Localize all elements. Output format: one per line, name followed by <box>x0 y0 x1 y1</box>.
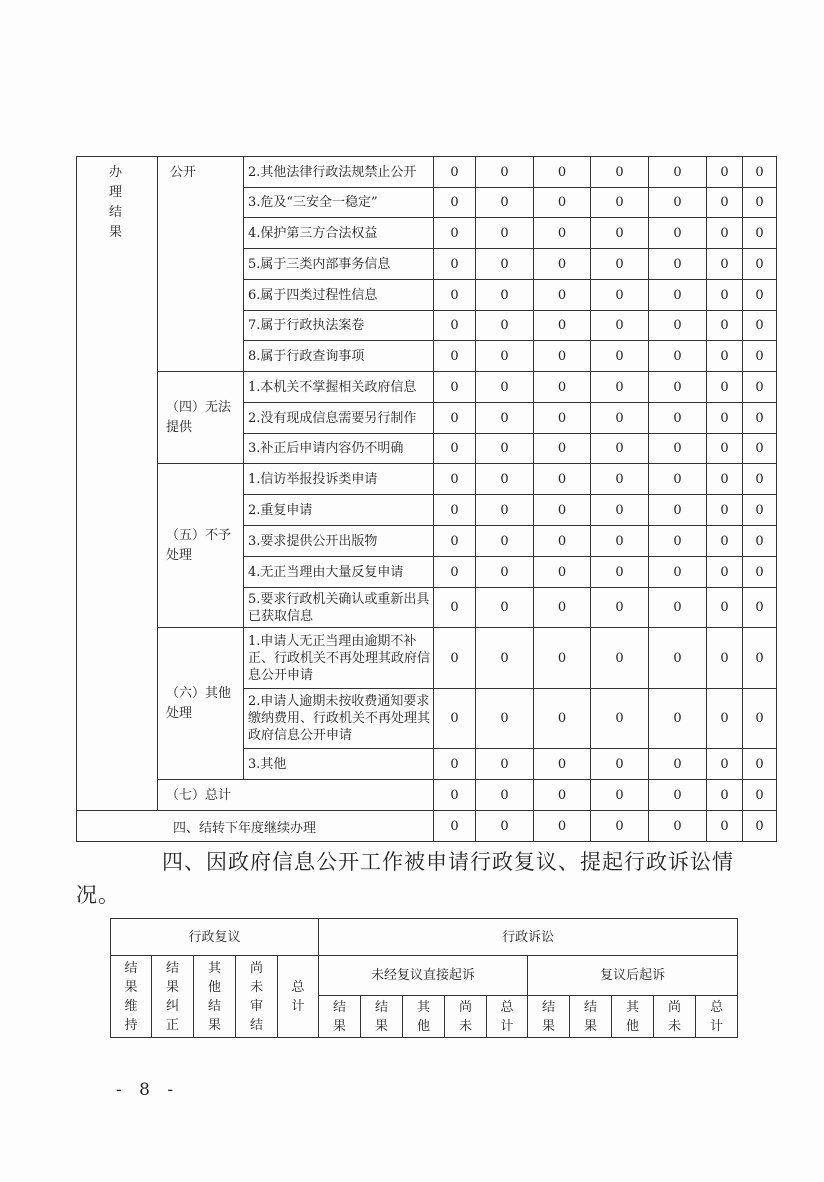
cell-value: 0 <box>591 780 649 811</box>
cell-value: 0 <box>476 188 534 218</box>
cell-value: 0 <box>591 434 649 464</box>
row-label: 5.属于三类内部事务信息 <box>244 249 434 280</box>
cell-value: 0 <box>707 780 743 811</box>
cell-value: 0 <box>649 372 707 403</box>
cell-value: 0 <box>591 157 649 188</box>
after-col-header: 总计 <box>696 996 738 1038</box>
direct-col-header: 结果 <box>361 996 403 1038</box>
cell-value: 0 <box>707 434 743 464</box>
cell-value: 0 <box>476 628 534 689</box>
review-col-header: 总计 <box>278 956 319 1038</box>
cell-value: 0 <box>591 749 649 780</box>
review-col-header: 结果纠正 <box>152 956 194 1038</box>
direct-col-header: 尚未 <box>445 996 487 1038</box>
cell-value: 0 <box>591 311 649 341</box>
cell-value: 0 <box>707 749 743 780</box>
cell-value: 0 <box>434 557 476 588</box>
cell-value: 0 <box>649 557 707 588</box>
cell-value: 0 <box>591 280 649 311</box>
cell-value: 0 <box>534 780 591 811</box>
cell-value: 0 <box>534 434 591 464</box>
cell-value: 0 <box>434 628 476 689</box>
row-label: 2.重复申请 <box>244 495 434 526</box>
cell-value: 0 <box>707 218 743 249</box>
cell-value: 0 <box>534 341 591 372</box>
cell-value: 0 <box>743 249 777 280</box>
cell-value: 0 <box>743 218 777 249</box>
cell-value: 0 <box>476 464 534 495</box>
cell-value: 0 <box>707 372 743 403</box>
cell-value: 0 <box>707 689 743 749</box>
cell-value: 0 <box>743 434 777 464</box>
section-heading: 四、因政府信息公开工作被申请行政复议、提起行政诉讼情况。 <box>76 850 734 907</box>
cell-value: 0 <box>591 403 649 434</box>
application-results-table <box>76 156 777 842</box>
row-label: 1.本机关不掌握相关政府信息 <box>244 372 434 403</box>
cell-value: 0 <box>476 249 534 280</box>
cell-value: 0 <box>434 434 476 464</box>
cell-value: 0 <box>707 403 743 434</box>
after-col-header: 尚未 <box>654 996 696 1038</box>
cell-value: 0 <box>434 403 476 434</box>
cell-value: 0 <box>591 341 649 372</box>
cell-value: 0 <box>534 495 591 526</box>
cell-value: 0 <box>649 434 707 464</box>
cell-value: 0 <box>534 689 591 749</box>
cell-value: 0 <box>707 628 743 689</box>
row-label: 2.没有现成信息需要另行制作 <box>244 403 434 434</box>
cell-value: 0 <box>649 188 707 218</box>
cell-value: 0 <box>743 495 777 526</box>
carryover-label: 四、结转下年度继续办理 <box>77 811 434 842</box>
group-label: （五）不予处理 <box>158 464 244 628</box>
cell-value: 0 <box>434 749 476 780</box>
cell-value: 0 <box>434 464 476 495</box>
cell-value: 0 <box>707 588 743 628</box>
group-label: 公开 <box>158 157 244 372</box>
cell-value: 0 <box>434 249 476 280</box>
cell-value: 0 <box>743 464 777 495</box>
cell-value: 0 <box>591 689 649 749</box>
after-col-header: 结果 <box>570 996 612 1038</box>
direct-col-header: 结果 <box>319 996 361 1038</box>
cell-value: 0 <box>743 157 777 188</box>
cell-value: 0 <box>707 280 743 311</box>
cell-value: 0 <box>434 341 476 372</box>
table-row <box>77 157 777 188</box>
cell-value: 0 <box>476 280 534 311</box>
cell-value: 0 <box>476 526 534 557</box>
cell-value: 0 <box>591 588 649 628</box>
cell-value: 0 <box>743 628 777 689</box>
cell-value: 0 <box>743 372 777 403</box>
review-header: 行政复议 <box>111 919 319 956</box>
direct-suit-header: 未经复议直接起诉 <box>319 956 528 996</box>
cell-value: 0 <box>534 372 591 403</box>
header-row <box>111 956 738 996</box>
row-label: 4.保护第三方合法权益 <box>244 218 434 249</box>
cell-value: 0 <box>591 526 649 557</box>
cell-value: 0 <box>591 557 649 588</box>
cell-value: 0 <box>476 689 534 749</box>
cell-value: 0 <box>743 689 777 749</box>
row-label: 5.要求行政机关确认或重新出具已获取信息 <box>244 588 434 628</box>
row-label: 1.申请人无正当理由逾期不补正、行政机关不再处理其政府信息公开申请 <box>244 628 434 689</box>
row-label: 7.属于行政执法案卷 <box>244 311 434 341</box>
row-label: 3.要求提供公开出版物 <box>244 526 434 557</box>
cell-value: 0 <box>649 341 707 372</box>
cell-value: 0 <box>476 218 534 249</box>
cell-value: 0 <box>707 341 743 372</box>
table-row <box>77 464 777 495</box>
review-col-header: 其他结果 <box>194 956 236 1038</box>
cell-value: 0 <box>476 311 534 341</box>
litigation-header: 行政诉讼 <box>319 919 738 956</box>
cell-value: 0 <box>707 811 743 842</box>
cell-value: 0 <box>534 403 591 434</box>
cell-value: 0 <box>743 280 777 311</box>
cell-value: 0 <box>649 628 707 689</box>
cell-value: 0 <box>707 526 743 557</box>
cell-value: 0 <box>476 749 534 780</box>
cell-value: 0 <box>434 495 476 526</box>
cell-value: 0 <box>649 780 707 811</box>
row-label: 4.无正当理由大量反复申请 <box>244 557 434 588</box>
cell-value: 0 <box>707 188 743 218</box>
header-row <box>111 919 738 956</box>
cell-value: 0 <box>743 526 777 557</box>
group-label: （六）其他处理 <box>158 628 244 780</box>
cell-value: 0 <box>434 526 476 557</box>
cell-value: 0 <box>649 249 707 280</box>
cell-value: 0 <box>743 403 777 434</box>
after-review-suit-header: 复议后起诉 <box>528 956 738 996</box>
row-label: 2.申请人逾期未按收费通知要求缴纳费用、行政机关不再处理其政府信息公开申请 <box>244 689 434 749</box>
cell-value: 0 <box>743 188 777 218</box>
cell-value: 0 <box>534 588 591 628</box>
row-label: 2.其他法律行政法规禁止公开 <box>244 157 434 188</box>
cell-value: 0 <box>649 495 707 526</box>
cell-value: 0 <box>476 588 534 628</box>
cell-value: 0 <box>534 811 591 842</box>
after-col-header: 其他 <box>612 996 654 1038</box>
cell-value: 0 <box>534 464 591 495</box>
cell-value: 0 <box>649 403 707 434</box>
cell-value: 0 <box>591 811 649 842</box>
cell-value: 0 <box>707 495 743 526</box>
cell-value: 0 <box>476 811 534 842</box>
cell-value: 0 <box>434 780 476 811</box>
cell-value: 0 <box>476 372 534 403</box>
cell-value: 0 <box>476 157 534 188</box>
group-label: （四）无法提供 <box>158 372 244 464</box>
row-label: 6.属于四类过程性信息 <box>244 280 434 311</box>
row-label: 8.属于行政查询事项 <box>244 341 434 372</box>
cell-value: 0 <box>534 249 591 280</box>
cell-value: 0 <box>743 341 777 372</box>
cell-value: 0 <box>534 311 591 341</box>
cell-value: 0 <box>743 780 777 811</box>
cell-value: 0 <box>534 280 591 311</box>
cell-value: 0 <box>649 689 707 749</box>
cell-value: 0 <box>534 557 591 588</box>
cell-value: 0 <box>534 526 591 557</box>
cell-value: 0 <box>434 689 476 749</box>
cell-value: 0 <box>434 811 476 842</box>
cell-value: 0 <box>591 372 649 403</box>
direct-col-header: 其他 <box>403 996 445 1038</box>
cell-value: 0 <box>649 588 707 628</box>
cell-value: 0 <box>649 218 707 249</box>
table-row <box>77 372 777 403</box>
direct-col-header: 总计 <box>487 996 528 1038</box>
cell-value: 0 <box>534 157 591 188</box>
cell-value: 0 <box>707 249 743 280</box>
cell-value: 0 <box>591 464 649 495</box>
row-label: 3.其他 <box>244 749 434 780</box>
row-label: 3.补正后申请内容仍不明确 <box>244 434 434 464</box>
cell-value: 0 <box>743 749 777 780</box>
cell-value: 0 <box>649 464 707 495</box>
cell-value: 0 <box>649 280 707 311</box>
carryover-row <box>77 811 777 842</box>
review-col-header: 尚未审结 <box>236 956 278 1038</box>
cell-value: 0 <box>476 341 534 372</box>
cell-value: 0 <box>649 749 707 780</box>
cell-value: 0 <box>476 495 534 526</box>
cell-value: 0 <box>743 557 777 588</box>
cell-value: 0 <box>434 280 476 311</box>
total-row <box>77 780 777 811</box>
cell-value: 0 <box>707 557 743 588</box>
cell-value: 0 <box>534 188 591 218</box>
cell-value: 0 <box>743 588 777 628</box>
cell-value: 0 <box>591 495 649 526</box>
cell-value: 0 <box>649 811 707 842</box>
cell-value: 0 <box>591 249 649 280</box>
cell-value: 0 <box>534 218 591 249</box>
total-label: （七）总计 <box>158 780 434 811</box>
cell-value: 0 <box>476 557 534 588</box>
page-number: - 8 - <box>116 1080 180 1100</box>
outer-label: 办理结果 <box>77 157 158 811</box>
cell-value: 0 <box>649 526 707 557</box>
cell-value: 0 <box>649 157 707 188</box>
row-label: 3.危及“三安全一稳定” <box>244 188 434 218</box>
cell-value: 0 <box>476 403 534 434</box>
cell-value: 0 <box>434 588 476 628</box>
table-row <box>77 628 777 689</box>
cell-value: 0 <box>534 749 591 780</box>
cell-value: 0 <box>534 628 591 689</box>
cell-value: 0 <box>434 218 476 249</box>
cell-value: 0 <box>434 188 476 218</box>
review-col-header: 结果维持 <box>111 956 152 1038</box>
cell-value: 0 <box>707 157 743 188</box>
cell-value: 0 <box>649 311 707 341</box>
cell-value: 0 <box>743 811 777 842</box>
review-litigation-table <box>110 918 738 1038</box>
cell-value: 0 <box>434 311 476 341</box>
cell-value: 0 <box>707 311 743 341</box>
cell-value: 0 <box>743 311 777 341</box>
cell-value: 0 <box>591 188 649 218</box>
cell-value: 0 <box>591 628 649 689</box>
cell-value: 0 <box>476 434 534 464</box>
cell-value: 0 <box>476 780 534 811</box>
after-col-header: 结果 <box>528 996 570 1038</box>
cell-value: 0 <box>707 464 743 495</box>
row-label: 1.信访举报投诉类申请 <box>244 464 434 495</box>
cell-value: 0 <box>434 157 476 188</box>
cell-value: 0 <box>591 218 649 249</box>
cell-value: 0 <box>434 372 476 403</box>
